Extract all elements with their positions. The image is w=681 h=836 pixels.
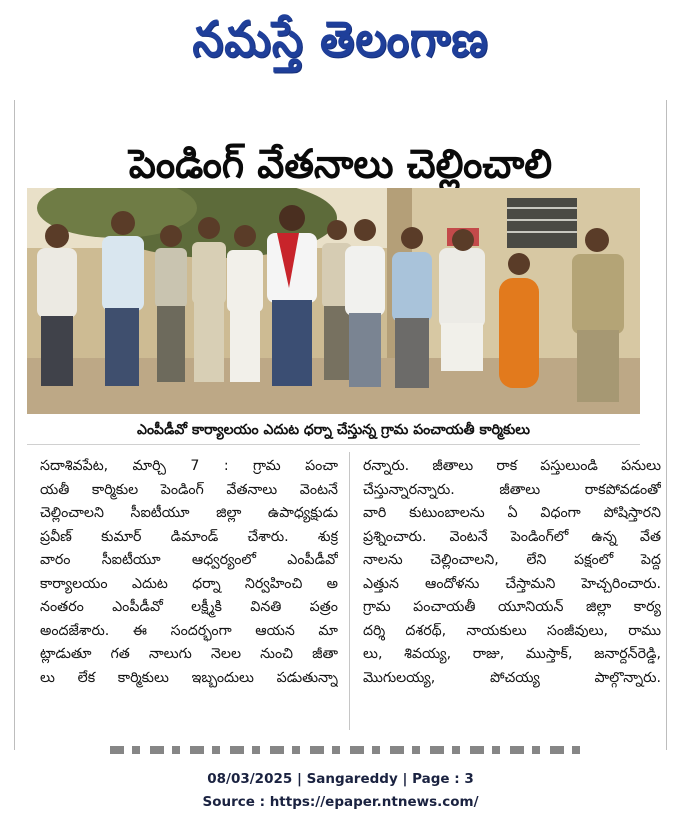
column-divider (349, 452, 350, 730)
body-line: ట్లాడుతూ గత నాలుగు నెలల నుంచి జీతా (40, 646, 338, 662)
newspaper-title: నమస్తే తెలంగాణ (192, 11, 489, 69)
body-line: వారి కుటుంబాలను ఏ విధంగా పోషిస్తారని (363, 505, 661, 521)
page-footer (0, 768, 681, 814)
article-photo (27, 188, 640, 414)
body-line: ఎత్తున ఆందోళను చేస్తామని హెచ్చరించారు. (363, 575, 661, 592)
body-line: చెల్లించాలని సీఐటీయూ జిల్లా ఉపాధ్యక్షుడు (40, 505, 338, 521)
body-line: నాలను చెల్లించాలని, లేని పక్షంలో పెద్ద (363, 552, 661, 568)
cropped-next-headline (110, 746, 580, 754)
body-line: దర్శి దశరథ్, నాయకులు సంజీవులు, రాము (363, 622, 661, 639)
body-line: కార్యాలయం ఎదుట ధర్నా నిర్వహించి అ (40, 575, 338, 592)
body-line: చేస్తున్నారన్నారు. జీతాలు రాకపోవడంతో (363, 481, 661, 498)
article-headline: పెండింగ్ వేతనాలు చెల్లించాలి (128, 141, 553, 188)
body-line: సదాశివపేట, మార్చి 7 : గ్రామ పంచా (40, 458, 338, 474)
body-line: గ్రామ పంచాయతీ యూనియన్ జిల్లా కార్య (363, 599, 661, 615)
article-body-right-column (363, 455, 661, 690)
body-line: యతీ కార్మికుల పెండింగ్ వేతనాలు వెంటనే (40, 481, 338, 498)
article-body-left-column (40, 455, 338, 690)
body-line: మొగులయ్య, పోచయ్య పాల్గొన్నారు. (363, 669, 661, 686)
body-line: అందజేశారు. ఈ సందర్భంగా ఆయన మా (40, 622, 338, 639)
body-line: లు లేక కార్మికులు ఇబ్బందులు పడుతున్నా (40, 669, 338, 686)
source-link[interactable]: Source : https://epaper.ntnews.com/ (202, 794, 479, 810)
masthead (0, 0, 681, 92)
edition-info: 08/03/2025 | Sangareddy | Page : 3 (207, 771, 474, 787)
body-line: రన్నారు. జీతాలు రాక పస్తులుండి పనులు (363, 458, 661, 474)
body-line: లు, శివయ్య, రాజు, ముస్తాక్, జనార్దన్‌రెడ్డి, (363, 646, 661, 662)
protest-group-photo-icon (27, 188, 640, 414)
body-line: నంతరం ఎంపీడీవో లక్ష్మీకి వినతి పత్రం (40, 599, 338, 615)
photo-caption: ఎంపీడీవో కార్యాలయం ఎదుట ధర్నా చేస్తున్న గ్రామ పంచాయతీ కార్మికులు (27, 418, 640, 445)
body-line: ప్రవీణ్ కుమార్ డిమాండ్ చేశారు. శుక్ర (40, 528, 338, 545)
body-line: వారం సీఐటీయూ ఆధ్వర్యంలో ఎంపీడీవో (40, 552, 338, 568)
body-line: ప్రశ్నించారు. వెంటనే పెండింగ్‌లో ఉన్న వేత (363, 528, 661, 545)
